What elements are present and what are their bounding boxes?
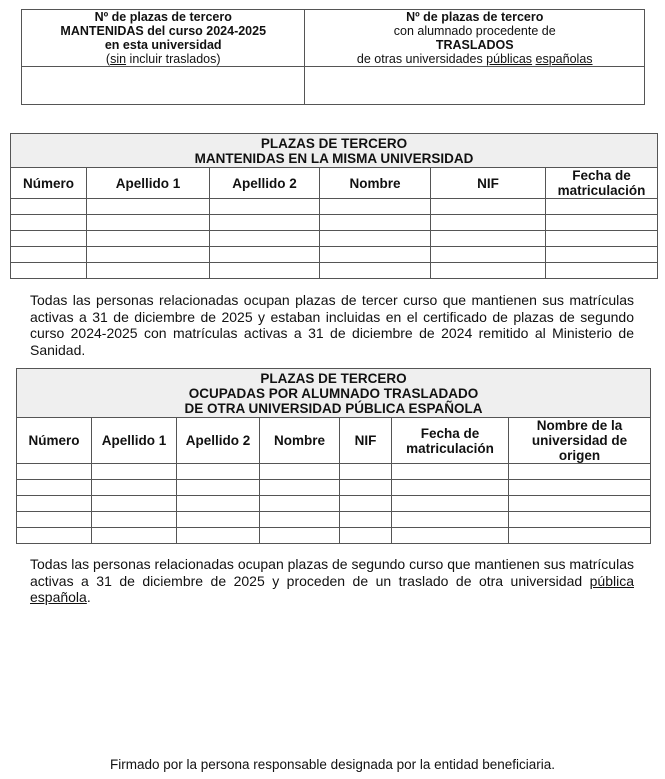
header-line: Nº de plazas de tercero xyxy=(94,10,232,24)
table-row xyxy=(11,231,658,247)
table-cell[interactable] xyxy=(260,480,340,496)
table-cell[interactable] xyxy=(177,512,260,528)
header-line: con alumnado procedente de xyxy=(393,24,556,38)
title-line: MANTENIDAS EN LA MISMA UNIVERSIDAD xyxy=(194,151,474,166)
table-cell[interactable] xyxy=(17,528,92,544)
table-cell[interactable] xyxy=(260,528,340,544)
table-cell[interactable] xyxy=(392,480,509,496)
table-cell[interactable] xyxy=(92,512,177,528)
col-header-nif: NIF xyxy=(340,418,392,464)
title-line: PLAZAS DE TERCERO xyxy=(260,371,407,386)
table-cell[interactable] xyxy=(509,480,651,496)
header-traslados xyxy=(305,10,645,67)
table-cell[interactable] xyxy=(210,231,320,247)
table-cell[interactable] xyxy=(392,464,509,480)
table-cell[interactable] xyxy=(431,247,546,263)
table-cell[interactable] xyxy=(546,215,658,231)
table-cell[interactable] xyxy=(177,464,260,480)
table-cell[interactable] xyxy=(320,199,431,215)
underlined-text: española xyxy=(30,589,87,605)
col-header-nif: NIF xyxy=(431,168,546,199)
table-cell[interactable] xyxy=(509,512,651,528)
table-cell[interactable] xyxy=(546,199,658,215)
header-line: en esta universidad xyxy=(104,38,222,52)
table-cell[interactable] xyxy=(340,512,392,528)
table-cell[interactable] xyxy=(340,496,392,512)
table-cell[interactable] xyxy=(177,528,260,544)
summary-table xyxy=(21,9,645,105)
text: Todas las personas relacionadas ocupan plazas de segundo curso que mantienen sus matrículas activas a 31 de diciembre de 2025 y proceden de un traslado de otra universidad xyxy=(30,556,634,589)
table-cell[interactable] xyxy=(340,480,392,496)
table-cell[interactable] xyxy=(546,247,658,263)
table-cell[interactable] xyxy=(260,464,340,480)
table-cell[interactable] xyxy=(260,512,340,528)
table-cell[interactable] xyxy=(392,496,509,512)
col-header-numero: Número xyxy=(11,168,87,199)
title-line: OCUPADAS POR ALUMNADO TRASLADADO xyxy=(188,386,479,401)
table-cell[interactable] xyxy=(87,247,210,263)
table-row xyxy=(17,512,651,528)
table-cell[interactable] xyxy=(210,215,320,231)
underlined-text: públicas xyxy=(486,52,533,66)
table-cell[interactable] xyxy=(92,464,177,480)
table-traslados xyxy=(16,368,651,544)
signature-footer: Firmado por la persona responsable designada por la entidad beneficiaria. xyxy=(109,757,556,772)
table-cell[interactable] xyxy=(320,215,431,231)
table-cell[interactable] xyxy=(87,215,210,231)
value-mantenidas-cell[interactable] xyxy=(22,67,305,105)
table-cell[interactable] xyxy=(431,263,546,279)
header-line xyxy=(305,52,644,66)
col-header-apellido2: Apellido 2 xyxy=(177,418,260,464)
table-cell[interactable] xyxy=(17,464,92,480)
table-cell[interactable] xyxy=(11,247,87,263)
table-row xyxy=(17,528,651,544)
table-cell[interactable] xyxy=(320,231,431,247)
table-cell[interactable] xyxy=(546,231,658,247)
underlined-text: sin xyxy=(110,52,127,66)
table-cell[interactable] xyxy=(87,199,210,215)
title-line: PLAZAS DE TERCERO xyxy=(260,136,408,151)
table-cell[interactable] xyxy=(509,464,651,480)
col-header-apellido2: Apellido 2 xyxy=(210,168,320,199)
table-cell[interactable] xyxy=(92,496,177,512)
table-title xyxy=(11,134,658,168)
paragraph-mantenidas: Todas las personas relacionadas ocupan plazas de tercer curso que mantienen sus matrículas activas a 31 de diciembre de 2025 y estaban incluidas en el certificado de plazas de segundo curso 2024-2025 con matrículas activas a 31 de diciembre de 2024 remitido al Ministerio de Sanidad. xyxy=(30,292,634,358)
table-cell[interactable] xyxy=(509,496,651,512)
col-header-numero: Número xyxy=(17,418,92,464)
col-header-apellido1: Apellido 1 xyxy=(87,168,210,199)
table-cell[interactable] xyxy=(11,231,87,247)
text: . xyxy=(86,589,91,605)
table-cell[interactable] xyxy=(546,263,658,279)
table-cell[interactable] xyxy=(92,480,177,496)
table-cell[interactable] xyxy=(17,480,92,496)
table-cell[interactable] xyxy=(509,528,651,544)
table-cell[interactable] xyxy=(11,263,87,279)
table-cell[interactable] xyxy=(392,512,509,528)
table-cell[interactable] xyxy=(431,215,546,231)
table-cell[interactable] xyxy=(17,496,92,512)
table-row xyxy=(11,199,658,215)
table-row xyxy=(17,464,651,480)
underlined-text: españolas xyxy=(535,52,593,66)
header-line: MANTENIDAS del curso 2024-2025 xyxy=(60,24,267,38)
table-cell[interactable] xyxy=(320,247,431,263)
col-header-fecha: Fecha de matriculación xyxy=(392,418,509,464)
table-cell[interactable] xyxy=(340,528,392,544)
col-header-nombre: Nombre xyxy=(320,168,431,199)
underlined-text: pública xyxy=(589,572,634,589)
text: incluir traslados) xyxy=(126,52,221,66)
title-line: DE OTRA UNIVERSIDAD PÚBLICA ESPAÑOLA xyxy=(184,401,483,416)
table-cell[interactable] xyxy=(210,199,320,215)
header-line: Nº de plazas de tercero xyxy=(406,10,544,24)
header-mantenidas xyxy=(22,10,305,67)
table-row xyxy=(17,480,651,496)
table-cell[interactable] xyxy=(210,263,320,279)
table-cell[interactable] xyxy=(11,215,87,231)
table-row xyxy=(11,263,658,279)
table-cell[interactable] xyxy=(431,231,546,247)
col-header-nombre: Nombre xyxy=(260,418,340,464)
col-header-fecha: Fecha de matriculación xyxy=(546,168,658,199)
table-row xyxy=(11,215,658,231)
header-line xyxy=(22,52,304,66)
table-cell[interactable] xyxy=(177,496,260,512)
table-cell[interactable] xyxy=(392,528,509,544)
table-cell[interactable] xyxy=(11,199,87,215)
paragraph-traslados xyxy=(30,556,634,606)
table-cell[interactable] xyxy=(177,480,260,496)
table-cell[interactable] xyxy=(87,231,210,247)
table-row xyxy=(11,247,658,263)
table-row xyxy=(17,496,651,512)
table-mantenidas xyxy=(10,133,658,279)
table-cell[interactable] xyxy=(17,512,92,528)
value-traslados-cell[interactable] xyxy=(305,67,645,105)
table-cell[interactable] xyxy=(210,247,320,263)
table-cell[interactable] xyxy=(320,263,431,279)
text: ( xyxy=(105,52,111,66)
text: de otras universidades xyxy=(356,52,487,66)
table-title xyxy=(17,369,651,418)
table-cell[interactable] xyxy=(87,263,210,279)
col-header-universidad-origen: Nombre de la universidad de origen xyxy=(509,418,651,464)
table-cell[interactable] xyxy=(92,528,177,544)
table-cell[interactable] xyxy=(260,496,340,512)
table-cell[interactable] xyxy=(431,199,546,215)
header-line: TRASLADOS xyxy=(435,38,514,52)
table-cell[interactable] xyxy=(340,464,392,480)
col-header-apellido1: Apellido 1 xyxy=(92,418,177,464)
